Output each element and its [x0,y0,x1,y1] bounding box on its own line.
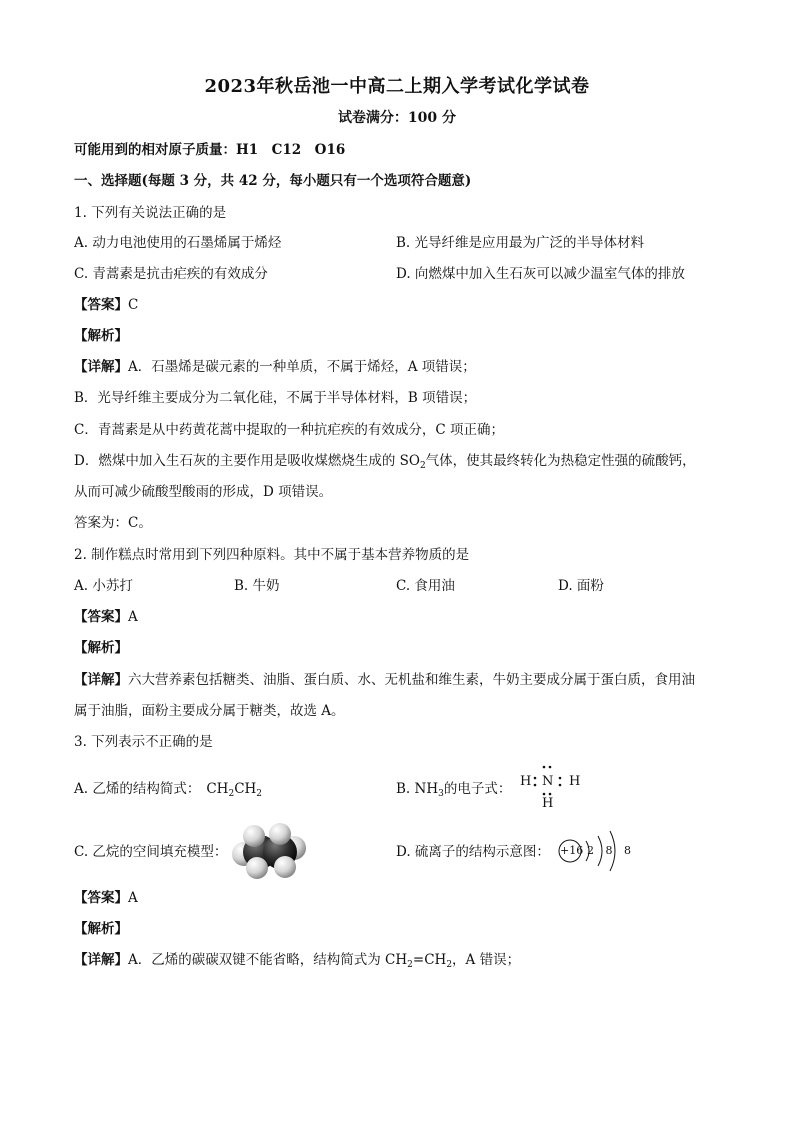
q1-detail-d2: 从而可减少硫酸型酸雨的形成，D 项错误。 [74,484,333,500]
option-label: B. NH [396,781,439,797]
answer-value: A [128,609,138,625]
detail-tag: 【详解】 [74,952,128,968]
q2-option-b: B. 牛奶 [234,578,280,594]
nitrogen-atom: N [542,774,554,789]
subscript: 2 [419,461,426,471]
option-label: A. 乙烯的结构简式： [74,781,201,797]
subscript: 3 [438,789,444,799]
formula-part: CH [206,781,229,797]
q1-option-c: C. 青蒿素是抗击疟疾的有效成分 [74,266,268,282]
q2-analysis-tag: 【解析】 [74,640,128,656]
detail-text: ，A 错误； [452,952,521,968]
page-title: 2023年秋岳池一中高二上期入学考试化学试卷 [204,76,590,97]
q2-detail-1 [74,671,695,689]
detail-text: A．石墨烯是碳元素的一种单质，不属于烯烃，A 项错误； [128,359,476,375]
atomic-mass-note: 可能用到的相对原子质量：H1 C12 O16 [74,142,346,158]
detail-text: 六大营养素包括糖类、油脂、蛋白质、水、无机盐和维生素，牛奶主要成分属于蛋白质，食用油 [128,672,695,688]
q3-stem: 3. 下列表示不正确的是 [74,734,213,750]
q3-option-d: D. 硫离子的结构示意图： [396,844,550,860]
q3-answer [74,889,138,907]
answer-value: A [128,890,138,906]
nucleus-charge: +16 [560,844,584,857]
shell-electrons: 2 8 8 [587,844,635,857]
ethane-space-filling-model [230,822,310,880]
subscript: 2 [407,960,413,970]
q1-final-answer: 答案为：C。 [74,515,152,531]
sulfide-ion-structure-diagram [556,822,636,878]
detail-text: A．乙烯的碳碳双键不能省略，结构简式为 CH [128,952,408,968]
hydrogen-atom: H [520,774,532,789]
q1-option-d: D. 向燃煤中加入生石灰可以减少温室气体的排放 [396,266,685,282]
q2-option-d: D. 面粉 [558,578,604,594]
q1-detail-c: C．青蒿素是从中药黄花蒿中提取的一种抗疟疾的有效成分，C 项正确； [74,422,504,438]
q2-option-c: C. 食用油 [396,578,455,594]
nh3-electron-dot-diagram [518,762,588,818]
q1-detail-a [74,358,476,376]
subscript: 2 [256,789,263,799]
q2-option-a: A. 小苏打 [74,578,133,594]
answer-tag: 【答案】 [74,890,128,906]
q3-detail-a [74,951,520,974]
answer-tag: 【答案】 [74,609,128,625]
formula-part: CH [234,781,257,797]
detail-text: D．燃煤中加入生石灰的主要作用是吸收煤燃烧生成的 SO [74,453,420,469]
option-label: 的电子式： [443,781,512,797]
q2-stem: 2. 制作糕点时常用到下列四种原料。其中不属于基本营养物质的是 [74,547,470,563]
q1-option-b: B. 光导纤维是应用最为广泛的半导体材料 [396,235,645,251]
answer-tag: 【答案】 [74,297,128,313]
q1-stem: 1. 下列有关说法正确的是 [74,205,227,221]
detail-tag: 【详解】 [74,672,128,688]
q1-answer [74,296,138,314]
hydrogen-atom: H [569,774,581,789]
q1-detail-b: B．光导纤维主要成分为二氧化硅，不属于半导体材料，B 项错误； [74,390,477,406]
electron-dots [518,762,588,818]
full-score: 试卷满分：100 分 [337,110,457,126]
q2-detail-2: 属于油脂，面粉主要成分属于糖类，故选 A。 [74,703,345,719]
q1-option-a: A. 动力电池使用的石墨烯属于烯烃 [74,235,282,251]
q3-option-b [396,780,511,803]
q1-detail-d1 [74,452,696,475]
hydrogen-atom: H [542,796,554,811]
q3-option-a [74,780,262,803]
q3-option-c: C. 乙烷的空间填充模型： [74,844,228,860]
subscript: 2 [446,960,453,970]
q1-analysis-tag: 【解析】 [74,328,128,344]
answer-value: C [128,297,139,313]
detail-tag: 【详解】 [74,359,128,375]
section-heading: 一、选择题(每题 3 分，共 42 分，每小题只有一个选项符合题意) [74,173,472,189]
subscript: 2 [228,789,235,799]
q3-analysis-tag: 【解析】 [74,921,128,937]
detail-text: =CH [412,952,447,968]
detail-text: 气体，使其最终转化为热稳定性强的硫酸钙， [425,453,696,469]
q2-answer [74,608,138,626]
